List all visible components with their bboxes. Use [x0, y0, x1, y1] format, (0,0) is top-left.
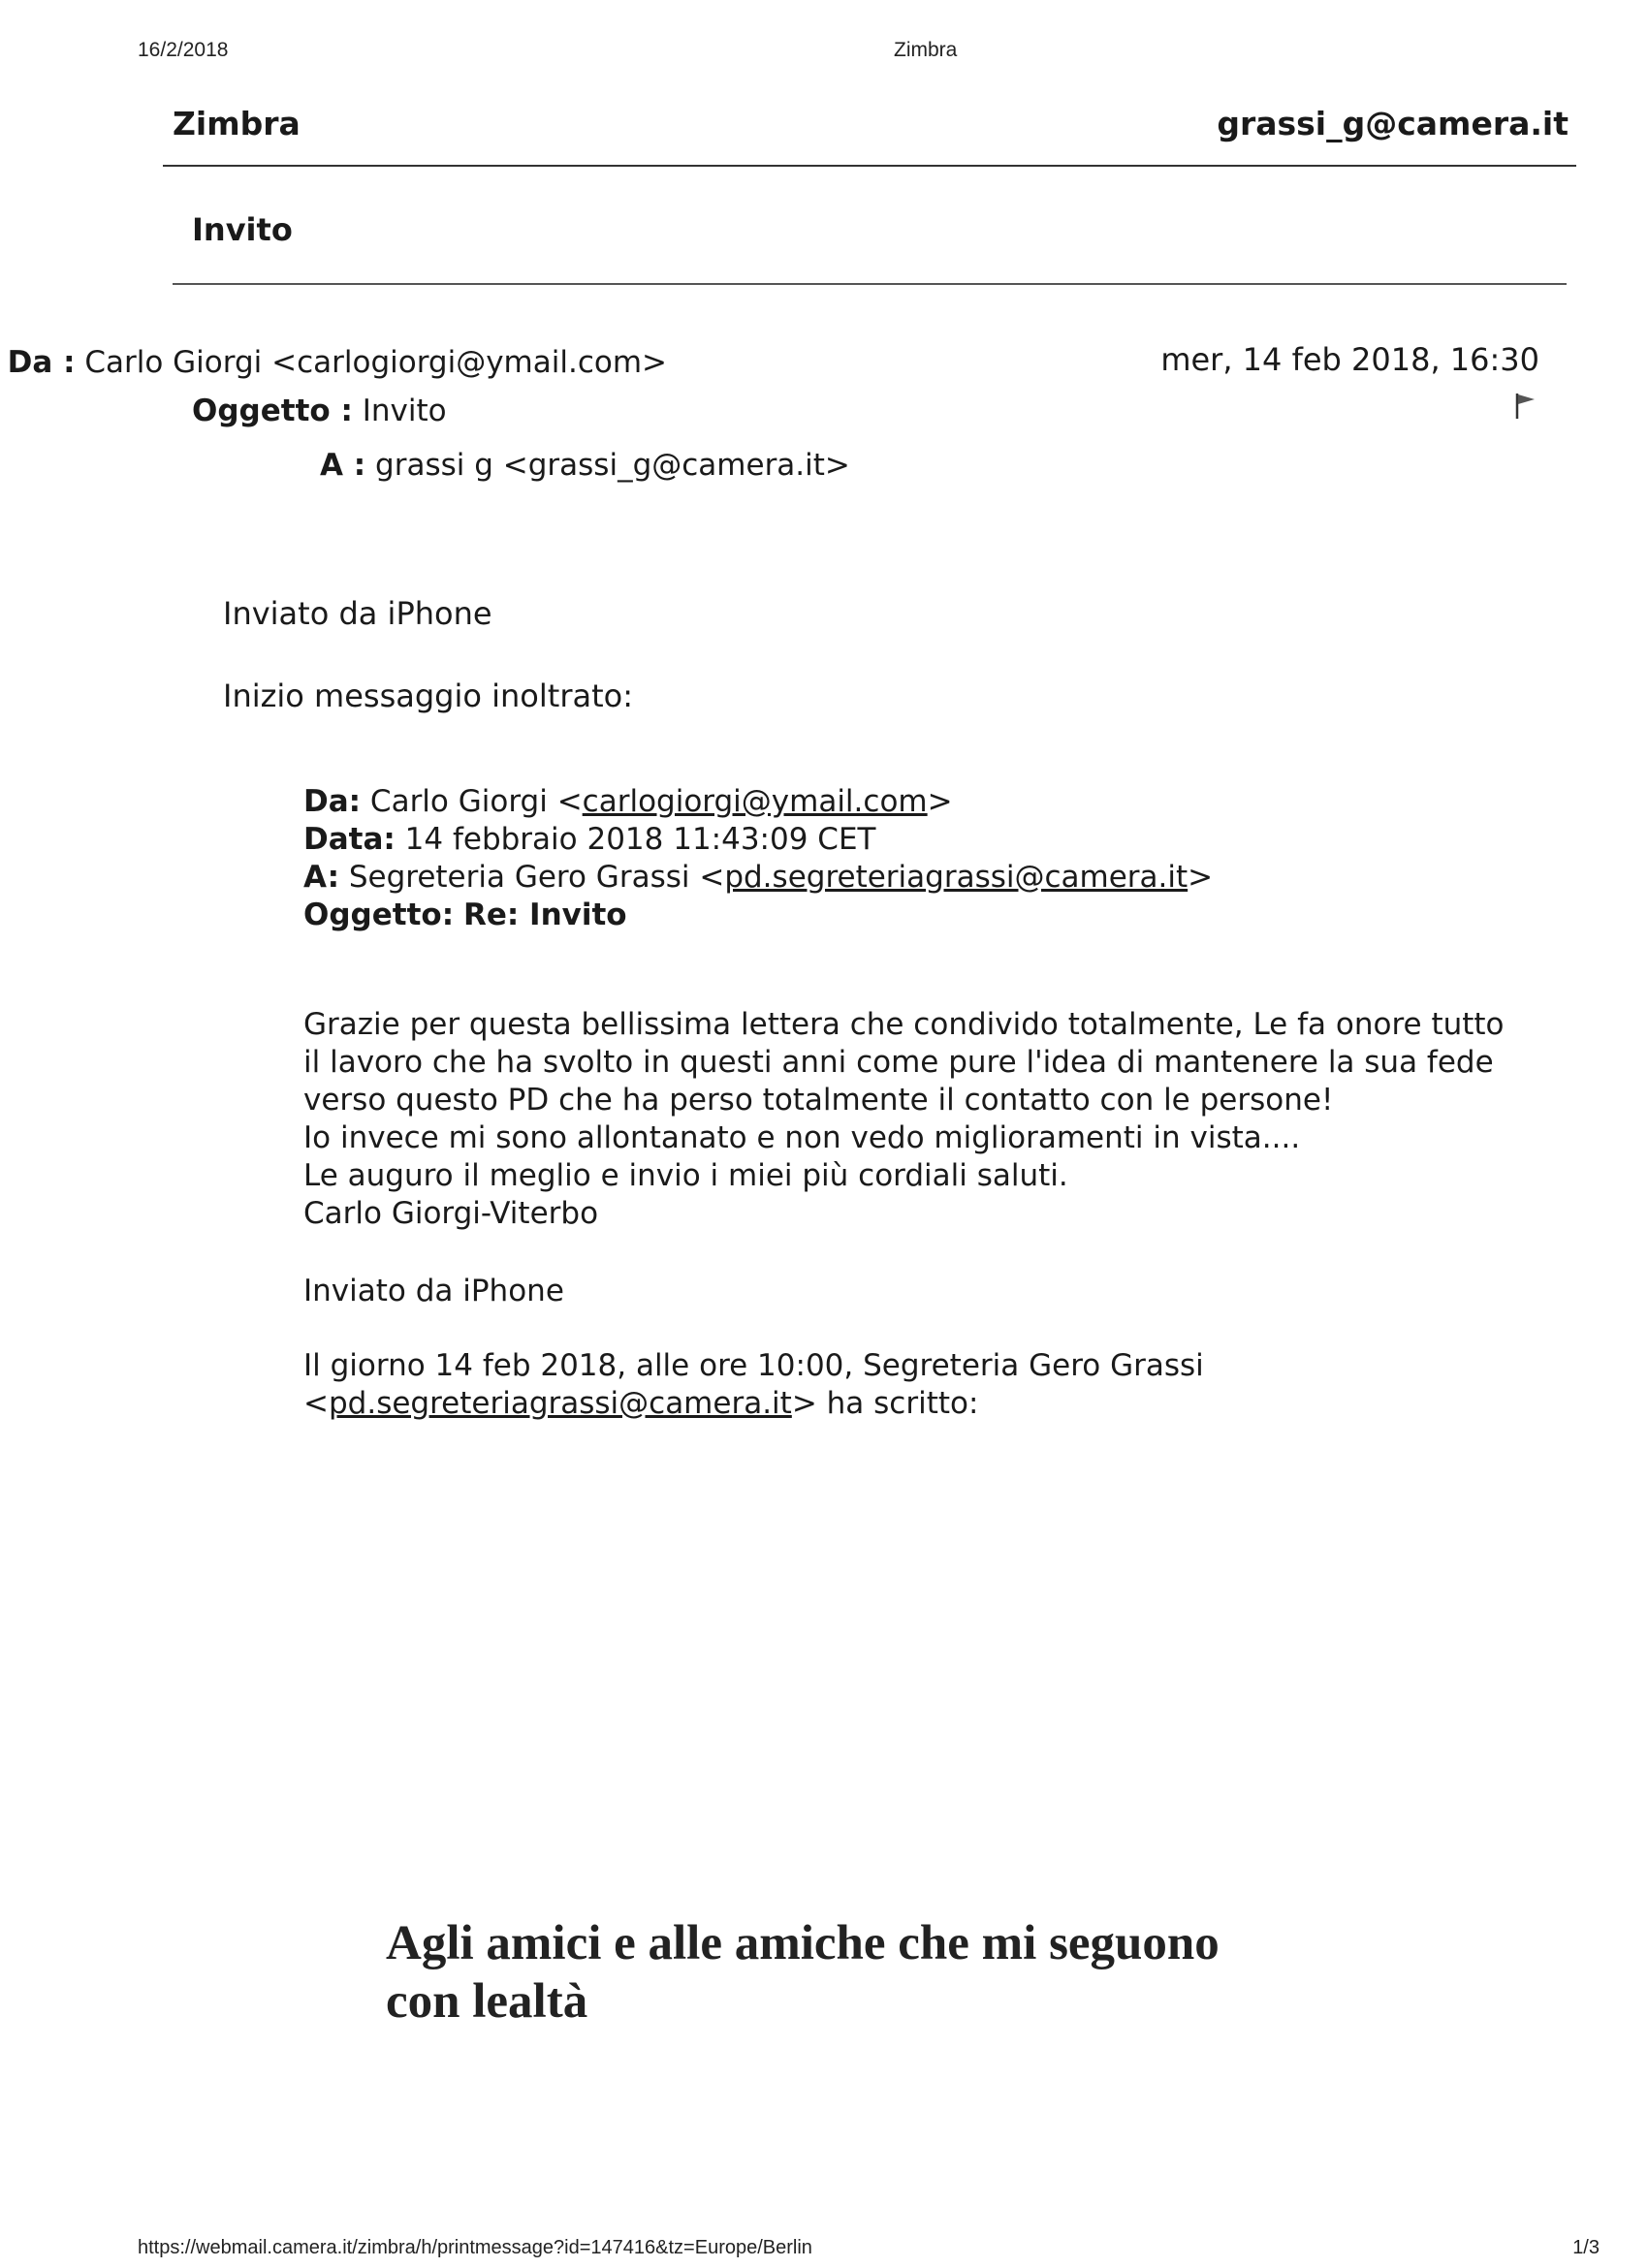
forwarded-to-name: Segreteria Gero Grassi < [348, 860, 725, 895]
quote-open: < [303, 1386, 329, 1421]
subject-divider [173, 283, 1567, 285]
forwarded-from [303, 783, 1213, 821]
paragraph-line: Le auguro il meglio e invio i miei più cordiali saluti. [303, 1158, 1068, 1193]
to-value: grassi g <grassi_g@camera.it> [375, 448, 850, 483]
forwarded-subject-value: Re: Invito [462, 898, 627, 932]
forwarded-from-email-link[interactable]: carlogiorgi@ymail.com [582, 784, 928, 819]
from-value: Carlo Giorgi <carlogiorgi@ymail.com> [84, 345, 667, 380]
header-to [320, 444, 850, 487]
message-subject-heading: Invito [192, 211, 293, 248]
quote-close: > ha scritto: [791, 1386, 979, 1421]
quote-email-link[interactable]: pd.segreteriagrassi@camera.it [328, 1386, 792, 1421]
quote-attribution [303, 1347, 1204, 1423]
forwarded-date-value: 14 febbraio 2018 11:43:09 CET [404, 822, 876, 857]
message-date: mer, 14 feb 2018, 16:30 [1160, 341, 1539, 378]
paragraph-line: Grazie per questa bellissima lettera che condivido totalmente, Le fa onore tutto [303, 1007, 1505, 1042]
footer-page-number: 1/3 [1572, 2237, 1600, 2258]
paragraph-line: verso questo PD che ha perso totalmente il contatto con le persone! [303, 1083, 1334, 1118]
letter-title [386, 1914, 1220, 2031]
sent-from-line: Inviato da iPhone [223, 595, 492, 632]
print-app-title: Zimbra [894, 39, 958, 61]
paragraph-line: Io invece mi sono allontanato e non vedo miglioramenti in vista.... [303, 1120, 1301, 1155]
forwarded-to [303, 859, 1213, 897]
brand-name: Zimbra [173, 105, 301, 142]
forwarded-to-label: A: [303, 860, 339, 895]
forwarded-from-close: > [927, 784, 953, 819]
subject-label: Oggetto : [192, 394, 353, 428]
letter-title-line-1: Agli amici e alle amiche che mi seguono [386, 1916, 1220, 1970]
forwarded-from-label: Da: [303, 784, 362, 819]
flag-icon[interactable] [1514, 392, 1537, 421]
paragraph-line: Carlo Giorgi-Viterbo [303, 1196, 599, 1231]
to-label: A : [320, 448, 366, 483]
header-subject [192, 390, 447, 432]
message-paragraph [303, 1006, 1525, 1233]
forward-intro: Inizio messaggio inoltrato: [223, 677, 633, 714]
letter-title-line-2: con lealtà [386, 1974, 588, 2029]
subject-value: Invito [362, 394, 447, 428]
footer-url: https://webmail.camera.it/zimbra/h/printmessage?id=147416&tz=Europe/Berlin [138, 2237, 812, 2258]
forwarded-header [303, 783, 1213, 934]
sent-from-line-2: Inviato da iPhone [303, 1274, 564, 1308]
paragraph-line: il lavoro che ha svolto in questi anni come pure l'idea di mantenere la sua fede [303, 1045, 1494, 1080]
header-from [8, 341, 667, 384]
quote-line-1: Il giorno 14 feb 2018, alle ore 10:00, Segreteria Gero Grassi [303, 1348, 1204, 1383]
account-email: grassi_g@camera.it [1217, 105, 1569, 142]
forwarded-subject [303, 897, 1213, 934]
forwarded-to-close: > [1188, 860, 1214, 895]
forwarded-from-name: Carlo Giorgi < [369, 784, 583, 819]
forwarded-date-label: Data: [303, 822, 396, 857]
forwarded-subject-label: Oggetto: [303, 898, 455, 932]
forwarded-date [303, 821, 1213, 859]
forwarded-to-email-link[interactable]: pd.segreteriagrassi@camera.it [724, 860, 1188, 895]
quote-line-2 [303, 1385, 1204, 1423]
header-divider [163, 165, 1576, 167]
from-label: Da : [7, 345, 76, 380]
print-date: 16/2/2018 [138, 39, 229, 61]
